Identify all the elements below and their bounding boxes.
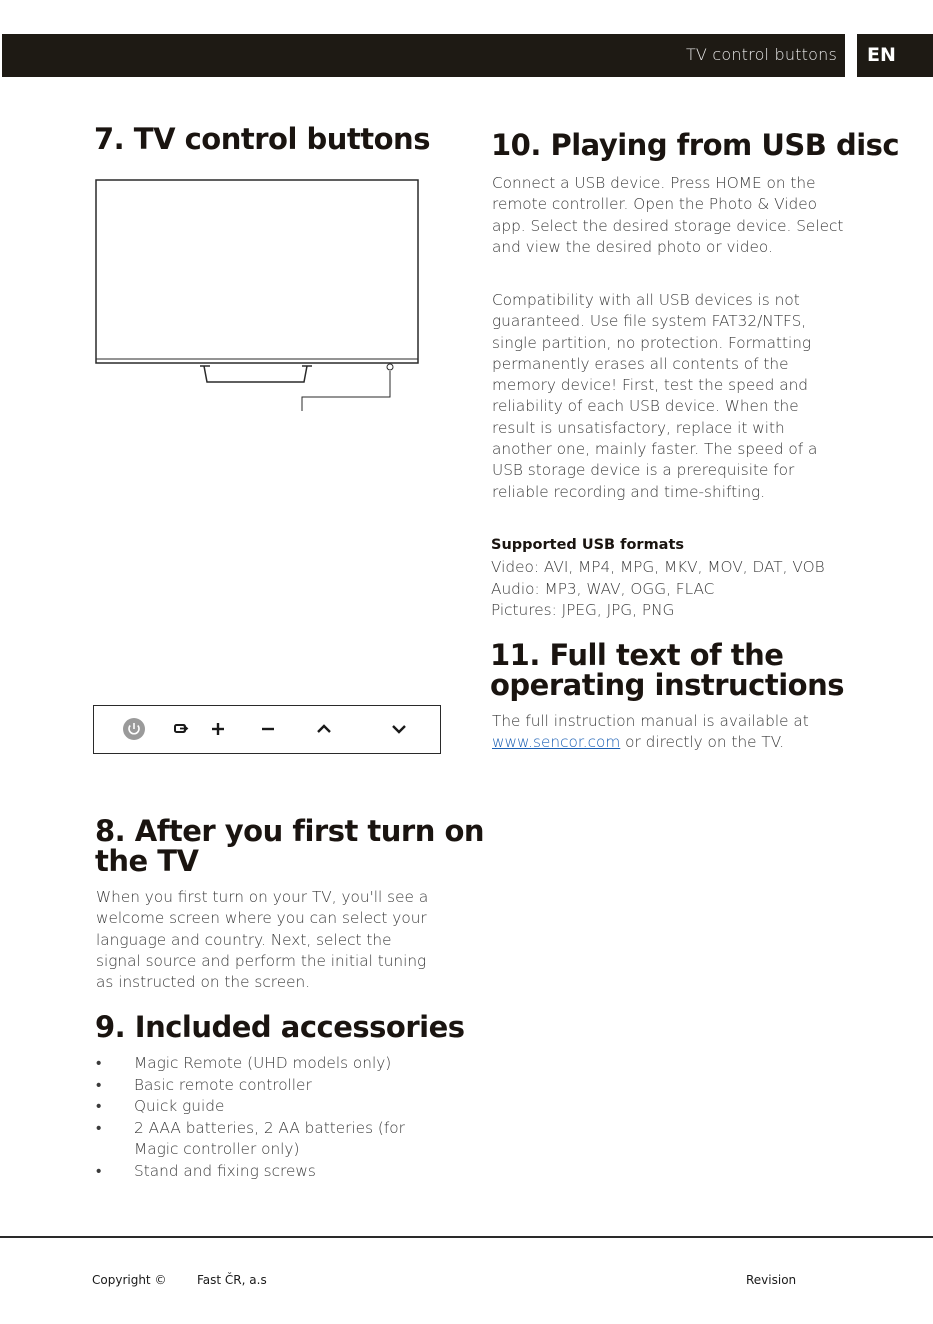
section10-para2: Compatibility with all USB devices is not guaranteed. Use file system FAT32/NTFS, single partition, no protection. Formatting permanently erases all contents of the memory device! First, test the speed and reliability of each USB device. When the result is unsatisfactory, replace it with another one, mainly faster. The speed of a USB storage device is a prerequisite for reliable recording and time-shifting. xyxy=(492,291,818,501)
section11-heading xyxy=(490,640,844,700)
list-item: • 2 AAA batteries, 2 AA batteries (for Magic controller only) xyxy=(96,1118,446,1161)
usb-formats-heading: Supported USB formats xyxy=(491,537,685,553)
section8-body: When you first turn on your TV, you'll see a welcome screen where you can select your language and country. Next, select the signal source and perform the initial tuning as instructed on the screen. xyxy=(96,888,429,992)
section11-text-after: or directly on the TV. xyxy=(620,733,785,752)
section8-heading-line1: 8. After you first turn on xyxy=(95,814,485,848)
language-badge: EN xyxy=(857,34,933,77)
section8-heading xyxy=(95,816,484,876)
tv-control-panel xyxy=(93,705,441,754)
chevron-up-icon[interactable] xyxy=(311,716,337,742)
footer-divider xyxy=(0,1236,933,1238)
tv-illustration xyxy=(94,178,422,413)
header-bar xyxy=(2,34,845,77)
section11-heading-line2: operating instructions xyxy=(490,668,845,702)
input-icon[interactable] xyxy=(168,716,194,742)
section11-heading-line1: 11. Full text of the xyxy=(490,638,784,672)
usb-formats-video: Video: AVI, MP4, MPG, MKV, MOV, DAT, VOB xyxy=(491,558,825,576)
usb-formats-pictures: Pictures: JPEG, JPG, PNG xyxy=(491,601,675,619)
section10-heading: 10. Playing from USB disc xyxy=(491,128,900,162)
section10-para1: Connect a USB device. Press HOME on the remote controller. Open the Photo & Video app. Select the desired storage device. Select and view the desired photo or video. xyxy=(492,174,844,256)
accessories-list xyxy=(96,1053,446,1182)
list-item: • Stand and fixing screws xyxy=(96,1161,446,1183)
list-item: • Quick guide xyxy=(96,1096,446,1118)
footer-revision: Revision xyxy=(746,1273,797,1287)
usb-formats-audio: Audio: MP3, WAV, OGG, FLAC xyxy=(491,580,715,598)
section7-heading: 7. TV control buttons xyxy=(94,122,430,156)
section11-text-before: The full instruction manual is available at xyxy=(492,712,809,730)
section11-body xyxy=(492,711,832,754)
plus-icon[interactable] xyxy=(205,716,231,742)
power-icon[interactable] xyxy=(121,716,147,742)
minus-icon[interactable] xyxy=(255,716,281,742)
section8-heading-line2: the TV xyxy=(95,844,199,878)
section9-heading: 9. Included accessories xyxy=(95,1010,465,1044)
list-item: • Basic remote controller xyxy=(96,1075,446,1097)
footer-copyright: Copyright © xyxy=(92,1273,167,1287)
footer-company: Fast ČR, a.s xyxy=(197,1273,267,1287)
list-item: • Magic Remote (UHD models only) xyxy=(96,1053,446,1075)
sencor-website-link[interactable]: www.sencor.com xyxy=(492,733,621,752)
header-title: TV control buttons xyxy=(685,45,837,64)
chevron-down-icon[interactable] xyxy=(386,716,412,742)
